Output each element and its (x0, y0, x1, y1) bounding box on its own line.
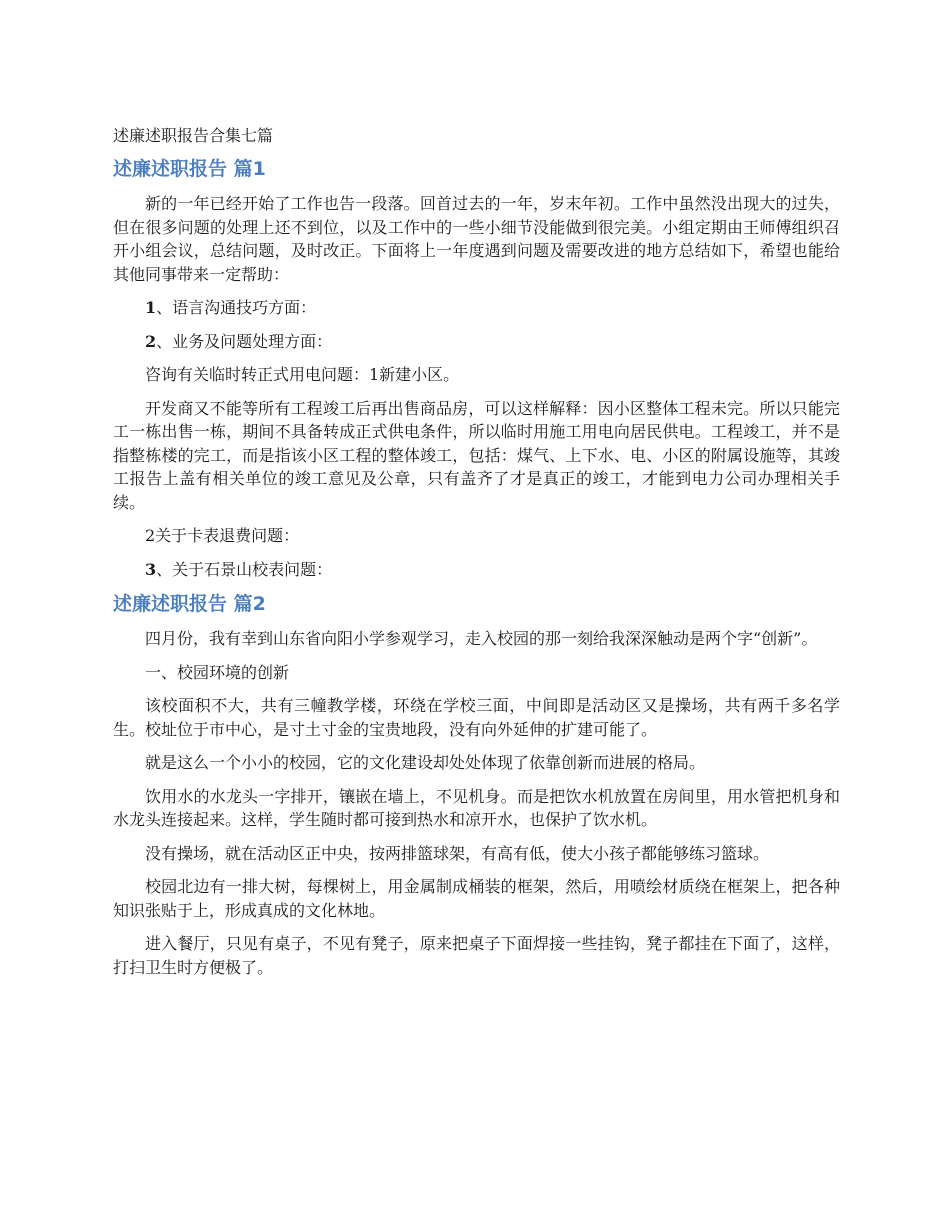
item-text: 、业务及问题处理方面： (156, 331, 333, 351)
paragraph: 就是这么一个小小的校园，它的文化建设却处处体现了依靠创新而进展的格局。 (145, 753, 706, 772)
numbered-paragraph (113, 330, 840, 354)
paragraph: 没有操场，就在活动区正中央，按两排篮球架，有高有低，使大小孩子都能够练习篮球。 (145, 843, 770, 863)
paragraph: 四月份，我有幸到山东省向阳小学参观学习，走入校园的那一刻给我深深触动是两个字“创新”。 (145, 629, 818, 648)
paragraph: 新的一年已经开始了工作也告一段落。回首过去的一年，岁末年初。工作中虽然没出现大的过失，但在很多问题的处理上还不到位，以及工作中的一些小细节没能做到很完美。小组定期由王师傅组织召开小组会议，总结问题，及时改正。下面将上一年度遇到问题及需要改进的地方总结如下，希望也能给其他同事带来一定帮助： (113, 194, 840, 284)
document-title: 述廉述职报告合集七篇 (113, 126, 274, 145)
item-number: 2 (145, 331, 157, 351)
item-text: 、语言沟通技巧方面： (156, 298, 317, 317)
paragraph: 校园北边有一排大树，每棵树上，用金属制成桶装的框架，然后，用喷绘材质绕在框架上，把各种知识张贴于上，形成真成的文化林地。 (113, 877, 840, 920)
paragraph: 一、校园环境的创新 (145, 662, 290, 682)
paragraph: 开发商又不能等所有工程竣工后再出售商品房，可以这样解释：因小区整体工程未完。所以只能完工一栋出售一栋，期间不具备转成正式供电条件，所以临时用施工用电向居民供电。工程竣工，并不是指整栋楼的完工，而是指该小区工程的整体竣工，包括：煤气、上下水、电、小区的附属设施等，其竣工报告上盖有相关单位的竣工意见及公章，只有盖齐了才是真正的竣工，才能到电力公司办理相关手续。 (113, 398, 840, 512)
paragraph: 2关于卡表退费问题： (145, 526, 300, 545)
document-page (113, 124, 840, 989)
section-heading: 述廉述职报告 篇1 (113, 158, 266, 180)
numbered-paragraph (113, 558, 840, 582)
section-1 (113, 156, 840, 581)
paragraph: 该校面积不大，共有三幢教学楼，环绕在学校三面，中间即是活动区又是操场，共有两千多名学生。校址位于市中心，是寸土寸金的宝贵地段，没有向外延伸的扩建可能了。 (113, 696, 840, 739)
item-number: 3 (145, 559, 157, 579)
paragraph: 进入餐厅，只见有桌子，不见有凳子，原来把桌子下面焊接一些挂钩，凳子都挂在下面了，这样，打扫卫生时方便极了。 (113, 934, 840, 977)
paragraph: 饮用水的水龙头一字排开，镶嵌在墙上，不见机身。而是把饮水机放置在房间里，用水管把机身和水龙头连接起来。这样，学生随时都可接到热水和凉开水，也保护了饮水机。 (113, 786, 840, 829)
item-text: 、关于石景山校表问题： (156, 559, 333, 579)
section-2 (113, 591, 840, 979)
paragraph: 咨询有关临时转正式用电问题：1新建小区。 (145, 365, 460, 384)
item-number: 1 (145, 298, 157, 317)
numbered-paragraph (113, 296, 840, 320)
section-heading: 述廉述职报告 篇2 (113, 593, 266, 615)
